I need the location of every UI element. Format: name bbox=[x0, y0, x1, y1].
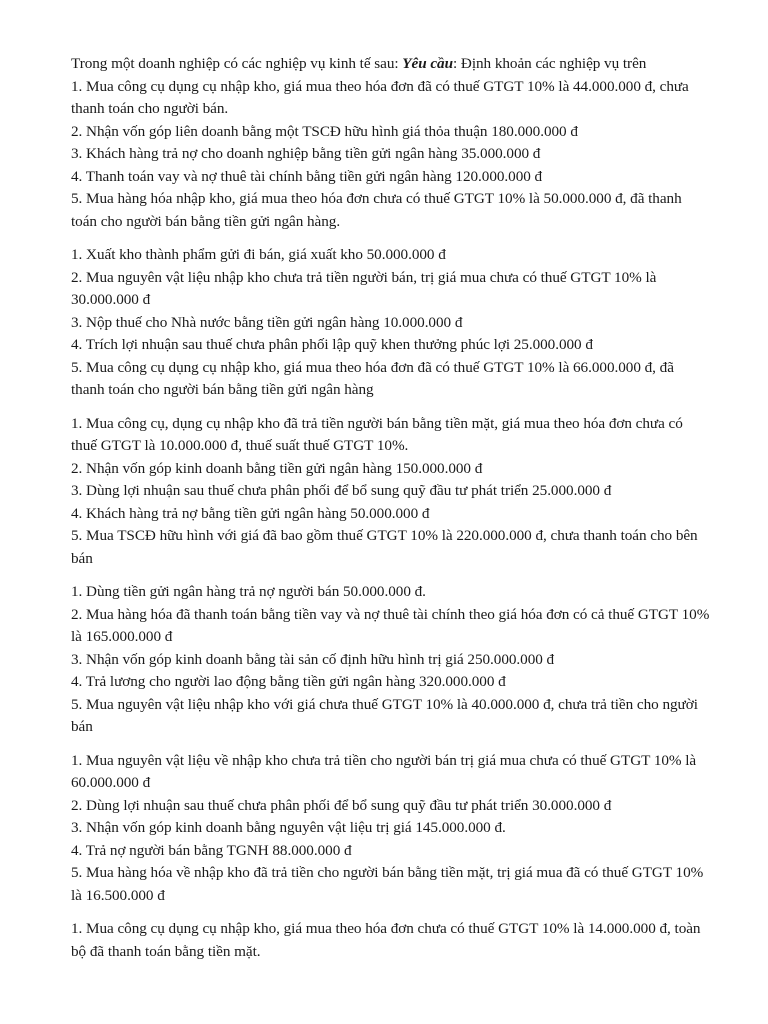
exercise-item: 3. Nhận vốn góp kinh doanh bằng nguyên vật liệu trị giá 145.000.000 đ. bbox=[71, 819, 506, 836]
exercise-item: 3. Dùng lợi nhuận sau thuế chưa phân phối để bổ sung quỹ đầu tư phát triển 25.000.000 đ bbox=[71, 482, 612, 499]
exercise-group-6 bbox=[71, 918, 711, 963]
intro-suffix: : Định khoản các nghiệp vụ trên bbox=[453, 55, 647, 72]
exercise-item: 1. Mua công cụ dụng cụ nhập kho, giá mua theo hóa đơn đã có thuế GTGT 10% là 44.000.000 đ, chưa thanh toán cho người bán. bbox=[71, 77, 689, 117]
exercise-group-3 bbox=[71, 413, 711, 571]
exercise-item: 4. Trả lương cho người lao động bằng tiền gửi ngân hàng 320.000.000 đ bbox=[71, 673, 506, 690]
exercise-item: 5. Mua TSCĐ hữu hình với giá đã bao gồm thuế GTGT 10% là 220.000.000 đ, chưa thanh toán cho bên bán bbox=[71, 527, 698, 567]
exercise-item: 3. Khách hàng trả nợ cho doanh nghiệp bằng tiền gửi ngân hàng 35.000.000 đ bbox=[71, 145, 541, 162]
exercise-item: 5. Mua hàng hóa về nhập kho đã trả tiền cho người bán bằng tiền mặt, trị giá mua đã có thuế GTGT 10% là 16.500.000 đ bbox=[71, 864, 704, 904]
exercise-item: 3. Nhận vốn góp kinh doanh bằng tài sản cố định hữu hình trị giá 250.000.000 đ bbox=[71, 650, 555, 668]
exercise-group-2 bbox=[71, 244, 711, 402]
exercise-item: 5. Mua công cụ dụng cụ nhập kho, giá mua theo hóa đơn đã có thuế GTGT 10% là 66.000.000 đ, đã thanh toán cho người bán bằng tiền gửi ngân hàng bbox=[71, 358, 674, 398]
exercise-item: 4. Thanh toán vay và nợ thuê tài chính bằng tiền gửi ngân hàng 120.000.000 đ bbox=[71, 167, 543, 185]
exercise-item: 2. Mua nguyên vật liệu nhập kho chưa trả tiền người bán, trị giá mua chưa có thuế GTGT 10% là 30.000.000 đ bbox=[71, 268, 657, 308]
exercise-item: 4. Trích lợi nhuận sau thuế chưa phân phối lập quỹ khen thưởng phúc lợi 25.000.000 đ bbox=[71, 336, 593, 353]
exercise-item: 1. Mua nguyên vật liệu về nhập kho chưa trả tiền cho người bán trị giá mua chưa có thuế GTGT 10% là 60.000.000 đ bbox=[71, 751, 697, 791]
exercise-item: 2. Nhận vốn góp liên doanh bằng một TSCĐ hữu hình giá thỏa thuận 180.000.000 đ bbox=[71, 122, 578, 140]
exercise-item: 2. Dùng lợi nhuận sau thuế chưa phân phối để bổ sung quỹ đầu tư phát triển 30.000.000 đ bbox=[71, 796, 612, 814]
exercise-item: 2. Nhận vốn góp kinh doanh bằng tiền gửi ngân hàng 150.000.000 đ bbox=[71, 459, 483, 477]
exercise-item: 1. Dùng tiền gửi ngân hàng trả nợ người bán 50.000.000 đ. bbox=[71, 583, 426, 600]
exercise-group-4 bbox=[71, 581, 711, 739]
exercise-item: 1. Xuất kho thành phẩm gửi đi bán, giá xuất kho 50.000.000 đ bbox=[71, 246, 446, 263]
exercise-item: 5. Mua hàng hóa nhập kho, giá mua theo hóa đơn chưa có thuế GTGT 10% là 50.000.000 đ, đã thanh toán cho người bán bằng tiền gửi ngân hàng. bbox=[71, 190, 682, 230]
exercise-item: 2. Mua hàng hóa đã thanh toán bằng tiền vay và nợ thuê tài chính theo giá hóa đơn có cả thuế GTGT 10% là 165.000.000 đ bbox=[71, 605, 710, 645]
exercise-group-5 bbox=[71, 750, 711, 908]
exercise-item: 4. Trả nợ người bán bằng TGNH 88.000.000 đ bbox=[71, 841, 352, 859]
intro-line bbox=[71, 53, 711, 76]
exercise-item: 4. Khách hàng trả nợ bằng tiền gửi ngân hàng 50.000.000 đ bbox=[71, 504, 430, 522]
exercise-item: 3. Nộp thuế cho Nhà nước bằng tiền gửi ngân hàng 10.000.000 đ bbox=[71, 313, 463, 331]
document-body bbox=[71, 53, 711, 974]
exercise-item: 1. Mua công cụ, dụng cụ nhập kho đã trả tiền người bán bằng tiền mặt, giá mua theo hóa đơn chưa có thuế GTGT là 10.000.000 đ, thuế suất thuế GTGT 10%. bbox=[71, 414, 683, 454]
exercise-item: 1. Mua công cụ dụng cụ nhập kho, giá mua theo hóa đơn chưa có thuế GTGT 10% là 14.000.000 đ, toàn bộ đã thanh toán bằng tiền mặt. bbox=[71, 920, 701, 960]
exercise-group-1 bbox=[71, 76, 711, 234]
exercise-item: 5. Mua nguyên vật liệu nhập kho với giá chưa thuế GTGT 10% là 40.000.000 đ, chưa trả tiền cho người bán bbox=[71, 695, 698, 735]
intro-prefix: Trong một doanh nghiệp có các nghiệp vụ kinh tế sau: bbox=[71, 55, 403, 72]
requirement-label: Yêu cầu bbox=[402, 55, 453, 72]
